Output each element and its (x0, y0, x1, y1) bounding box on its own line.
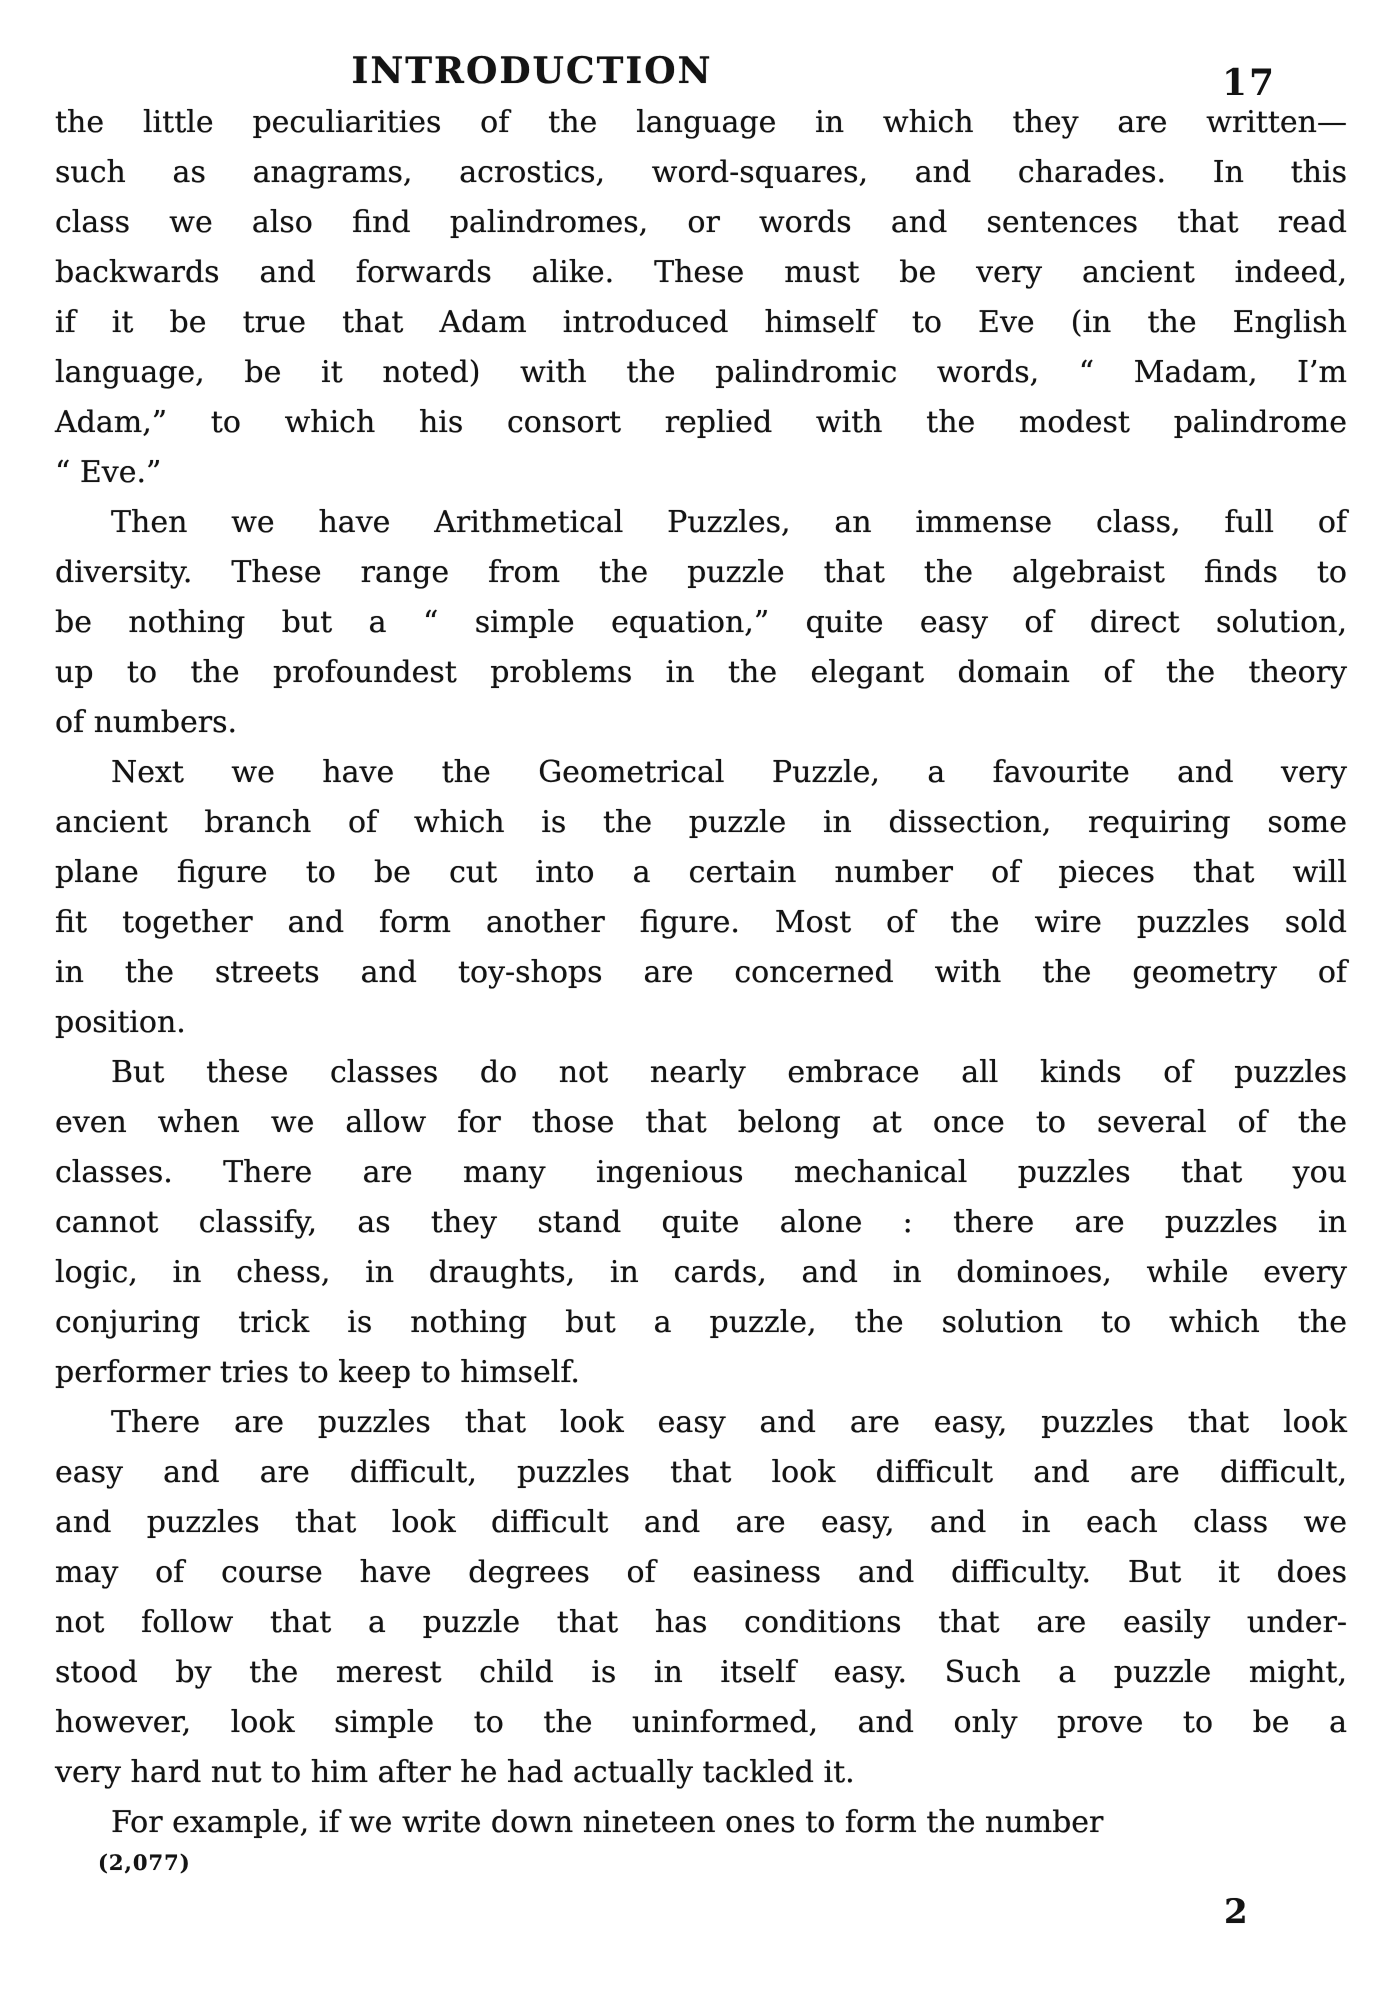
text-line: even when we allow for those that belong at once to several of the (55, 1105, 1347, 1140)
text-line: class we also find palindromes, or words and sentences that read (55, 205, 1347, 240)
text-line: There are puzzles that look easy and are easy, puzzles that look (111, 1405, 1347, 1440)
paragraph (55, 498, 1347, 748)
text-line: conjuring trick is nothing but a puzzle, the solution to which the (55, 1305, 1347, 1340)
text-line: Then we have Arithmetical Puzzles, an immense class, full of (111, 505, 1347, 540)
text-line: backwards and forwards alike. These must be very ancient indeed, (55, 255, 1347, 290)
text-line: classes. There are many ingenious mechanical puzzles that you (55, 1155, 1347, 1190)
body-text (55, 98, 1347, 1848)
text-line: For example, if we write down nineteen ones to form the number (111, 1805, 1104, 1840)
paragraph (55, 1398, 1347, 1798)
text-line: cannot classify, as they stand quite alone : there are puzzles in (55, 1205, 1347, 1240)
text-line: Adam,” to which his consort replied with the modest palindrome (55, 405, 1347, 440)
paragraph (55, 98, 1347, 498)
text-line: and puzzles that look difficult and are easy, and in each class we (55, 1505, 1347, 1540)
text-line: if it be true that Adam introduced himself to Eve (in the English (55, 305, 1347, 340)
text-line: diversity. These range from the puzzle that the algebraist finds to (55, 555, 1347, 590)
text-line: stood by the merest child is in itself easy. Such a puzzle might, (55, 1655, 1347, 1690)
text-line: may of course have degrees of easiness and difficulty. But it does (55, 1555, 1347, 1590)
text-line: Next we have the Geometrical Puzzle, a favourite and very (111, 755, 1347, 790)
text-line: be nothing but a “ simple equation,” quite easy of direct solution, (55, 605, 1347, 640)
text-line: “ Eve.” (55, 455, 162, 490)
text-line: not follow that a puzzle that has conditions that are easily under- (55, 1605, 1347, 1640)
printer-signature-number: 2 (1224, 1892, 1248, 1932)
text-line: logic, in chess, in draughts, in cards, and in dominoes, while every (55, 1255, 1347, 1290)
text-line: ancient branch of which is the puzzle in dissection, requiring some (55, 805, 1347, 840)
paragraph (55, 1798, 1347, 1848)
text-line: fit together and form another figure. Most of the wire puzzles sold (55, 905, 1347, 940)
page-number: 17 (1222, 62, 1277, 104)
text-line: in the streets and toy-shops are concerned with the geometry of (55, 955, 1347, 990)
paragraph (55, 748, 1347, 1048)
text-line: performer tries to keep to himself. (55, 1355, 580, 1390)
printer-signature-mark: (2,077) (98, 1850, 191, 1875)
paragraph (55, 1048, 1347, 1398)
text-line: the little peculiarities of the language in which they are written— (55, 105, 1347, 140)
text-line: language, be it noted) with the palindromic words, “ Madam, I’m (55, 355, 1347, 390)
text-line: position. (55, 1005, 186, 1040)
text-line: however, look simple to the uninformed, and only prove to be a (55, 1705, 1347, 1740)
text-line: easy and are difficult, puzzles that look difficult and are difficult, (55, 1455, 1347, 1490)
text-line: up to the profoundest problems in the elegant domain of the theory (55, 655, 1347, 690)
text-line: such as anagrams, acrostics, word-squares, and charades. In this (55, 155, 1347, 190)
text-line: plane figure to be cut into a certain number of pieces that will (55, 855, 1347, 890)
page-header (0, 0, 1384, 110)
text-line: But these classes do not nearly embrace all kinds of puzzles (111, 1055, 1347, 1090)
text-line: of numbers. (55, 705, 238, 740)
page-title: INTRODUCTION (351, 50, 713, 92)
text-line: very hard nut to him after he had actually tackled it. (55, 1755, 855, 1790)
